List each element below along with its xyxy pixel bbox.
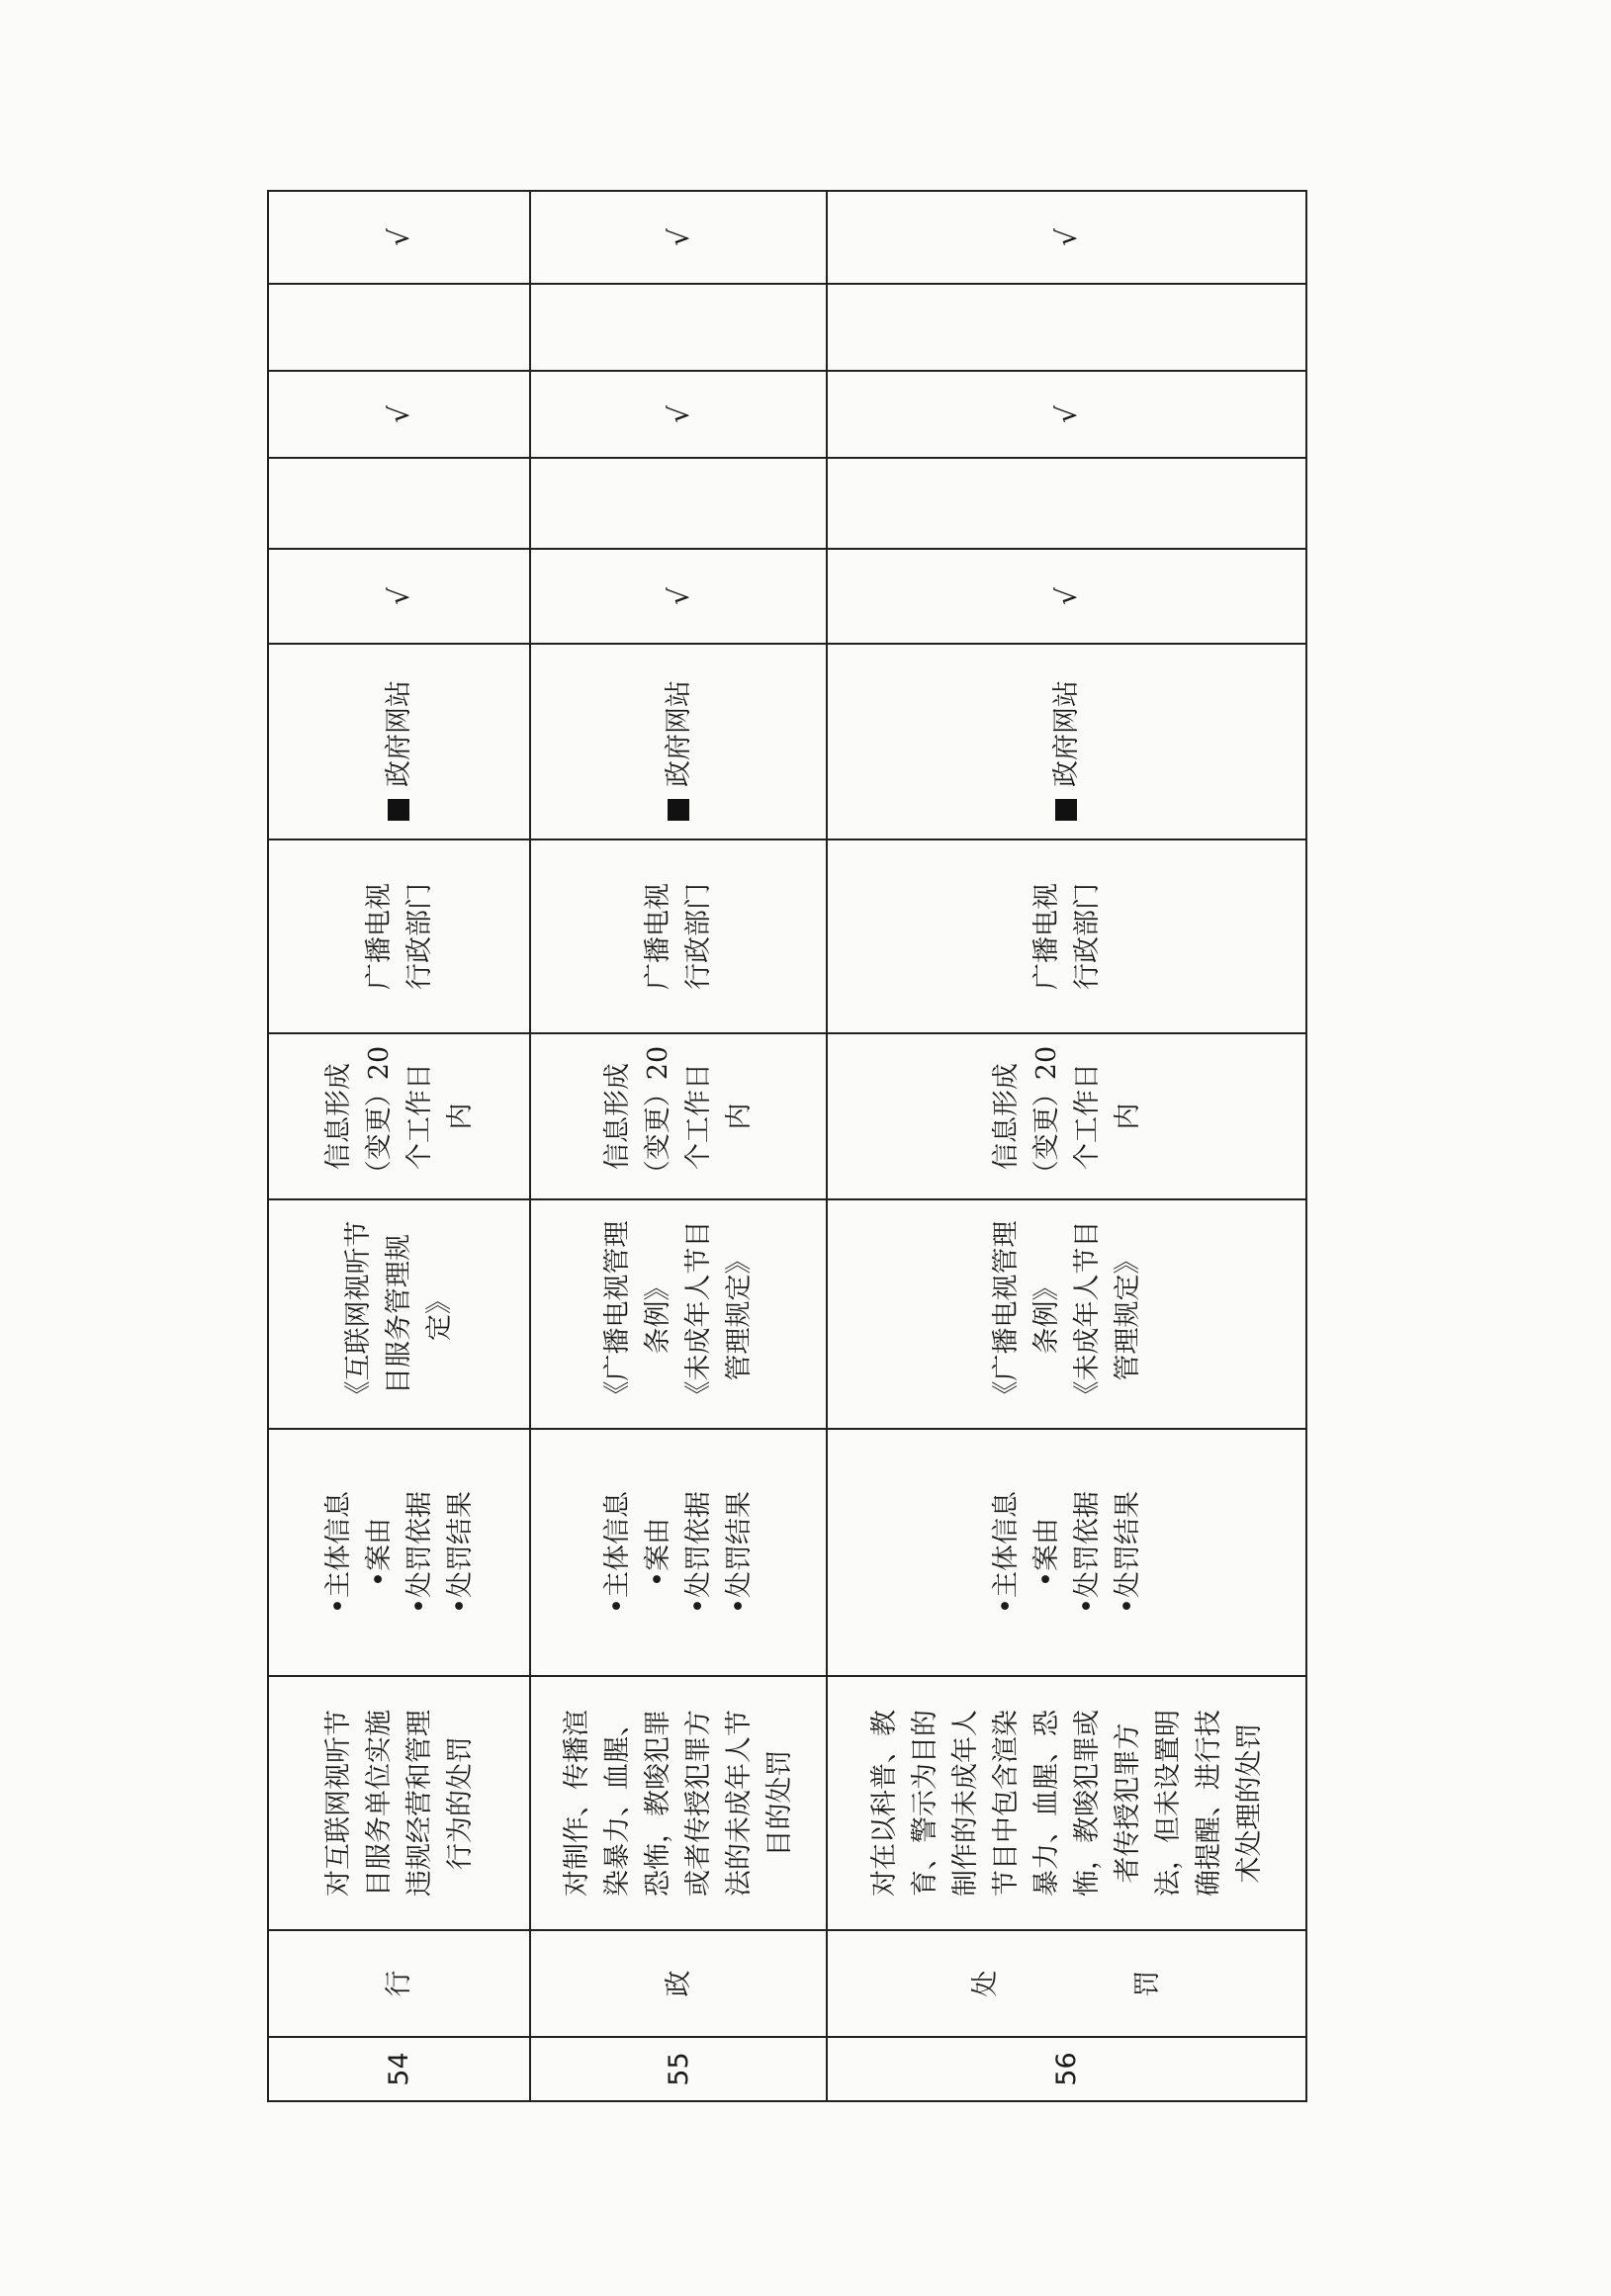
time-limit-cell: 信息形成 （变更）20 个工作日 内 xyxy=(827,1033,1306,1199)
row-number: 56 xyxy=(827,2037,1306,2101)
department-cell: 广播电视 行政部门 xyxy=(530,839,827,1033)
filled-square-icon xyxy=(1055,799,1077,821)
check-cell-a: √ xyxy=(827,549,1306,644)
content-cell: •主体信息 •案由 •处罚依据 •处罚结果 xyxy=(268,1429,530,1676)
filled-square-icon xyxy=(668,799,689,821)
item-cell: 对互联网视听节 目服务单位实施 违规经营和管理 行为的处罚 xyxy=(268,1676,530,1930)
check-cell-b: √ xyxy=(827,371,1306,458)
empty-cell xyxy=(827,284,1306,371)
empty-cell xyxy=(530,284,827,371)
check-cell-a: √ xyxy=(268,549,530,644)
channel-cell xyxy=(827,644,1306,839)
check-cell-b: √ xyxy=(530,371,827,458)
basis-cell: 《广播电视管理 条例》 《未成年人节目 管理规定》 xyxy=(827,1199,1306,1429)
check-cell-c: √ xyxy=(827,191,1306,284)
table-row xyxy=(530,191,827,2101)
row-number: 55 xyxy=(530,2037,827,2101)
check-cell-b: √ xyxy=(268,371,530,458)
disclosure-table xyxy=(267,190,1307,2102)
channel-label: 政府网站 xyxy=(663,680,694,787)
table-row xyxy=(827,191,1306,2101)
department-cell: 广播电视 行政部门 xyxy=(827,839,1306,1033)
time-limit-cell: 信息形成 （变更）20 个工作日 内 xyxy=(530,1033,827,1199)
category-cell: 政 xyxy=(530,1930,827,2037)
empty-cell xyxy=(827,458,1306,549)
channel-cell xyxy=(268,644,530,839)
category-cell: 处 罚 xyxy=(827,1930,1306,2037)
filled-square-icon xyxy=(388,799,409,821)
content-cell: •主体信息 •案由 •处罚依据 •处罚结果 xyxy=(827,1429,1306,1676)
item-cell: 对制作、传播渲 染暴力、血腥、 恐怖，教唆犯罪 或者传授犯罪方 法的未成年人节 目的处罚 xyxy=(530,1676,827,1930)
channel-label: 政府网站 xyxy=(1051,680,1082,787)
empty-cell xyxy=(268,458,530,549)
department-cell: 广播电视 行政部门 xyxy=(268,839,530,1033)
time-limit-cell: 信息形成 （变更）20 个工作日 内 xyxy=(268,1033,530,1199)
check-cell-c: √ xyxy=(268,191,530,284)
category-cell: 行 xyxy=(268,1930,530,2037)
basis-cell: 《广播电视管理 条例》 《未成年人节目 管理规定》 xyxy=(530,1199,827,1429)
row-number: 54 xyxy=(268,2037,530,2101)
table-row xyxy=(268,191,530,2101)
check-cell-c: √ xyxy=(530,191,827,284)
empty-cell xyxy=(268,284,530,371)
basis-cell: 《互联网视听节 目服务管理规 定》 xyxy=(268,1199,530,1429)
empty-cell xyxy=(530,458,827,549)
check-cell-a: √ xyxy=(530,549,827,644)
item-cell: 对在以科普、教 育、警示为目的 制作的未成年人 节目中包含渲染 暴力、血腥、恐 怖，教唆犯罪或 者传授犯罪方 法，但未设置明 确提醒、进行技 术处理的处罚 xyxy=(827,1676,1306,1930)
content-cell: •主体信息 •案由 •处罚依据 •处罚结果 xyxy=(530,1429,827,1676)
channel-label: 政府网站 xyxy=(384,680,414,787)
rotated-page xyxy=(267,194,1305,2102)
channel-cell xyxy=(530,644,827,839)
